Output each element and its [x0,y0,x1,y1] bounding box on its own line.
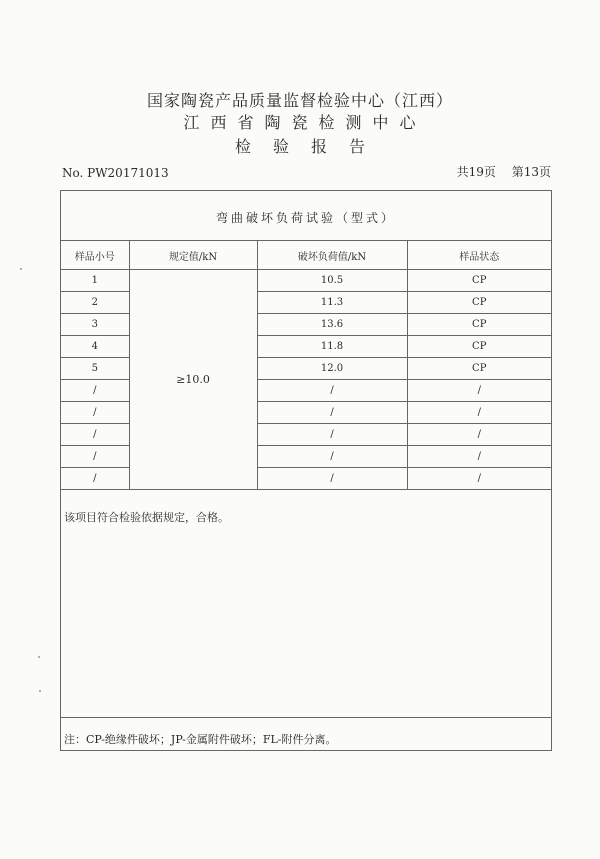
page-current: 第13页 [511,165,551,179]
col-header-load: 破坏负荷值/kN [257,241,407,270]
load-value: 11.3 [257,292,407,314]
sample-no: 2 [61,292,129,314]
load-value: / [257,446,407,468]
table-row [61,270,551,292]
report-number: No. PW20171013 [62,166,169,180]
report-frame [60,190,552,751]
sample-status: / [407,402,551,424]
load-value: / [257,468,407,490]
center-name: 国家陶瓷产品质量监督检验中心（江西） [146,91,453,110]
sample-status: CP [407,336,551,358]
scan-speck [20,268,22,270]
scan-speck [38,656,40,658]
note-divider [61,717,551,718]
load-value: 13.6 [257,314,407,336]
col-header-spec: 规定值/kN [129,241,257,270]
table-header-row [61,241,551,270]
sample-no: 4 [61,336,129,358]
sample-status: CP [407,358,551,380]
load-value: 10.5 [257,270,407,292]
center-subname: 江西省陶瓷检测中心 [183,113,427,132]
conclusion-text: 该项目符合检验依据规定，合格。 [64,511,229,524]
col-header-sample-no: 样品小号 [61,241,129,270]
sample-no: 1 [61,270,129,292]
page-total: 共19页 [456,165,496,179]
sample-no: / [61,446,129,468]
sample-no: 3 [61,314,129,336]
sample-status: CP [407,292,551,314]
footnote: 注：CP-绝缘件破坏；JP-金属附件破坏；FL-附件分离。 [64,733,337,746]
sample-no: / [61,468,129,490]
load-value: / [257,424,407,446]
sample-status: CP [407,314,551,336]
col-header-status: 样品状态 [407,241,551,270]
report-title: 检验报告 [234,137,387,156]
sample-status: / [407,468,551,490]
results-table [61,240,551,490]
page-info [445,163,551,180]
sample-no: / [61,424,129,446]
sample-no: 5 [61,358,129,380]
sample-status: CP [407,270,551,292]
load-value: 11.8 [257,336,407,358]
sample-no: / [61,380,129,402]
spec-value: ≥10.0 [129,270,257,490]
sample-status: / [407,424,551,446]
sample-no: / [61,402,129,424]
test-title: 弯曲破坏负荷试验（型式） [215,211,396,225]
load-value: 12.0 [257,358,407,380]
sample-status: / [407,446,551,468]
scan-speck [39,690,41,692]
load-value: / [257,380,407,402]
sample-status: / [407,380,551,402]
load-value: / [257,402,407,424]
